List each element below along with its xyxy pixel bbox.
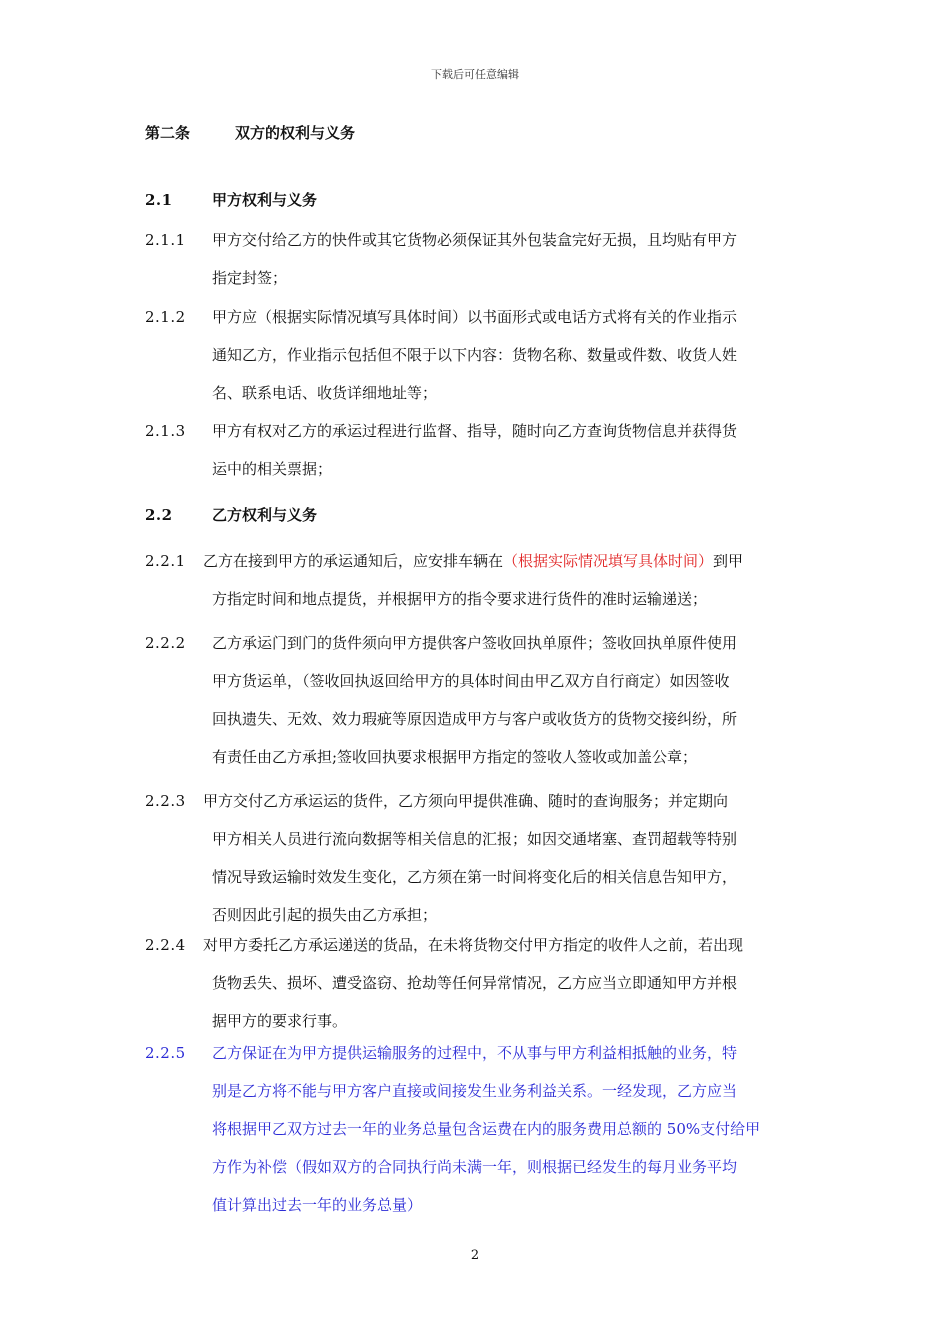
clause-2-2-4-line: 对甲方委托乙方承运递送的货品，在未将货物交付甲方指定的收件人之前，若出现: [203, 936, 744, 954]
section-2-1-number: 2.1: [145, 191, 173, 209]
clause-2-1-1-line: 指定封签；: [212, 269, 288, 287]
page-number: 2: [470, 1248, 480, 1263]
section-2-2-number: 2.2: [145, 506, 173, 524]
clause-2-2-3-line: 否则因此引起的损失由乙方承担；: [212, 906, 438, 924]
clause-2-2-1-number: 2.2.1: [145, 552, 186, 570]
clause-2-2-5-line: 乙方保证在为甲方提供运输服务的过程中，不从事与甲方利益相抵触的业务，特: [212, 1044, 738, 1062]
clause-2-2-5-line: 方作为补偿（假如双方的合同执行尚未满一年，则根据已经发生的每月业务平均: [212, 1158, 738, 1176]
clause-2-2-5-line: 将根据甲乙双方过去一年的业务总量包含运费在内的服务费用总额的 50%支付给甲: [212, 1120, 761, 1138]
clause-2-2-2-line: 回执遗失、无效、效力瑕疵等原因造成甲方与客户或收货方的货物交接纠纷，所: [212, 710, 738, 728]
clause-2-1-2-line: 通知乙方，作业指示包括但不限于以下内容：货物名称、数量或件数、收货人姓: [212, 346, 738, 364]
clause-2-2-2-line: 乙方承运门到门的货件须向甲方提供客户签收回执单原件；签收回执单原件使用: [212, 634, 738, 652]
clause-2-1-3-line: 运中的相关票据；: [212, 460, 333, 478]
clause-2-1-3-number: 2.1.3: [145, 422, 186, 440]
clause-2-2-3-line: 甲方交付乙方承运运的货件，乙方须向甲提供准确、随时的查询服务；并定期向: [203, 792, 729, 810]
clause-2-2-2-line: 甲方货运单，（签收回执返回给甲方的具体时间由甲乙双方自行商定）如因签收: [212, 672, 730, 690]
clause-2-2-4-line: 据甲方的要求行事。: [212, 1012, 348, 1030]
clause-2-1-1-number: 2.1.1: [145, 231, 186, 249]
clause-2-2-3-line: 情况导致运输时效发生变化，乙方须在第一时间将变化后的相关信息告知甲方，: [212, 868, 738, 886]
clause-2-1-3-line: 甲方有权对乙方的承运过程进行监督、指导，随时向乙方查询货物信息并获得货: [212, 422, 738, 440]
clause-2-2-1-line: [203, 551, 743, 571]
clause-2-1-1-line: 甲方交付给乙方的快件或其它货物必须保证其外包装盒完好无损，且均贴有甲方: [212, 231, 738, 249]
clause-2-1-2-number: 2.1.2: [145, 308, 186, 326]
clause-2-1-2-line: 名、联系电话、收货详细地址等；: [212, 384, 438, 402]
clause-2-2-2-number: 2.2.2: [145, 634, 186, 652]
clause-2-2-5-number: 2.2.5: [145, 1044, 186, 1062]
clause-2-2-1-red-note: （根据实际情况填写具体时间）: [503, 552, 714, 570]
clause-2-2-3-number: 2.2.3: [145, 792, 186, 810]
clause-2-2-5-line: 值计算出过去一年的业务总量）: [212, 1196, 423, 1214]
section-2-2-title: 乙方权利与义务: [212, 506, 318, 524]
clause-2-2-1-text-end: 到甲: [713, 552, 744, 570]
clause-2-2-2-line: 有责任由乙方承担;签收回执要求根据甲方指定的签收人签收或加盖公章；: [212, 748, 698, 766]
article-number: 第二条: [145, 124, 191, 142]
clause-2-2-5-line: 别是乙方将不能与甲方客户直接或间接发生业务利益关系。一经发现，乙方应当: [212, 1082, 738, 1100]
clause-2-2-4-number: 2.2.4: [145, 936, 186, 954]
article-title: 双方的权利与义务: [235, 124, 356, 142]
section-2-1-title: 甲方权利与义务: [212, 191, 318, 209]
clause-2-2-3-line: 甲方相关人员进行流向数据等相关信息的汇报；如因交通堵塞、查罚超载等特别: [212, 830, 738, 848]
page-header: 下载后可任意编辑: [431, 68, 519, 81]
clause-2-2-1-line: 方指定时间和地点提货，并根据甲方的指令要求进行货件的准时运输递送；: [212, 590, 708, 608]
clause-2-2-4-line: 货物丢失、损坏、遭受盗窃、抢劫等任何异常情况，乙方应当立即通知甲方并根: [212, 974, 738, 992]
clause-2-1-2-line: 甲方应（根据实际情况填写具体时间）以书面形式或电话方式将有关的作业指示: [212, 308, 738, 326]
clause-2-2-1-text: 乙方在接到甲方的承运通知后，应安排车辆在: [203, 552, 504, 570]
